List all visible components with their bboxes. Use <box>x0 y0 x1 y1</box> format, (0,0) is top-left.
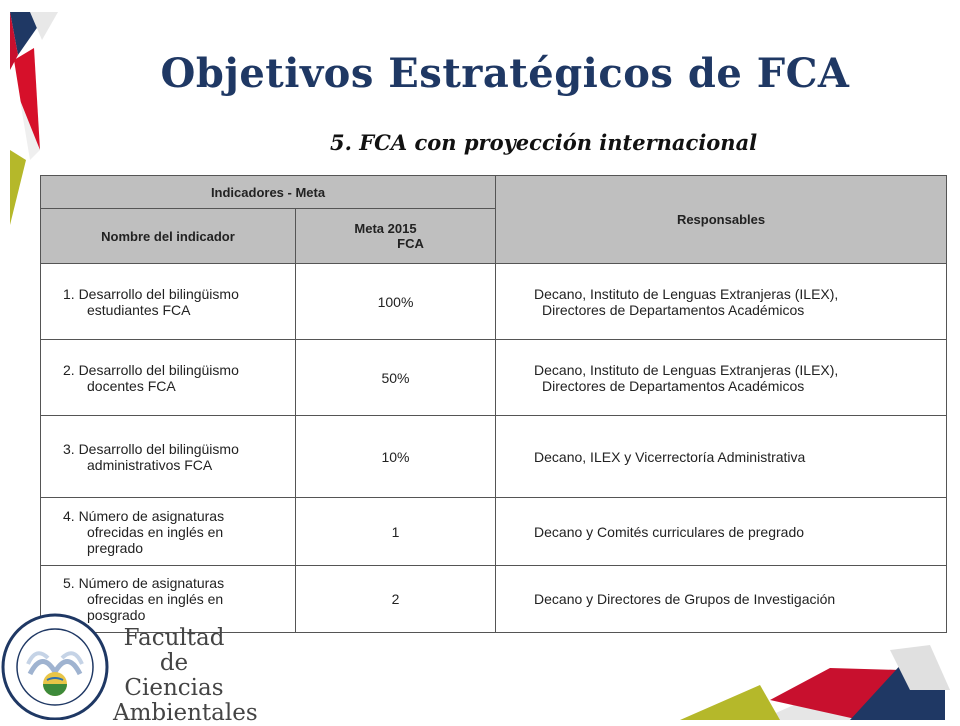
meta-header-line2: FCA <box>397 236 424 251</box>
indicator-text: ofrecidas en inglés en <box>87 523 224 540</box>
responsables-cell: Decano y Directores de Grupos de Investigación <box>496 566 947 633</box>
table-row <box>41 566 947 633</box>
responsables-text: Decano, Instituto de Lenguas Extranjeras (ILEX), <box>534 361 839 378</box>
table-row <box>41 340 947 416</box>
indicator-text: 5. Número de asignaturas <box>63 575 225 591</box>
responsables-cell: Decano, ILEX y Vicerrectoría Administrativa <box>496 416 947 498</box>
indicator-text: ofrecidas en inglés en <box>87 591 224 607</box>
indicator-text: estudiantes FCA <box>87 301 191 318</box>
meta-cell: 10% <box>296 416 496 498</box>
indicator-cell <box>41 498 296 566</box>
table-row <box>41 498 947 566</box>
indicator-text: docentes FCA <box>87 377 176 394</box>
slide-subtitle: 5. FCA con proyección internacional <box>330 130 758 155</box>
indicator-text: administrativos FCA <box>87 456 213 473</box>
responsables-header: Responsables <box>496 176 947 264</box>
slide-title: Objetivos Estratégicos de FCA <box>160 50 850 97</box>
responsables-cell: Decano y Comités curriculares de pregrado <box>496 498 947 566</box>
indicator-cell <box>41 340 296 416</box>
indicator-header: Nombre del indicador <box>41 209 296 264</box>
meta-cell: 1 <box>296 498 496 566</box>
meta-header <box>296 209 496 264</box>
group-header: Indicadores - Meta <box>41 176 496 209</box>
responsables-cell <box>496 264 947 340</box>
indicator-text: 2. Desarrollo del bilingüismo <box>63 361 239 378</box>
responsables-text: Decano, Instituto de Lenguas Extranjeras (ILEX), <box>534 285 839 302</box>
responsables-text: Directores de Departamentos Académicos <box>542 301 805 318</box>
indicator-text: 4. Número de asignaturas <box>63 507 225 524</box>
indicator-text: pregrado <box>87 539 144 556</box>
faculty-seal-logo <box>0 612 110 720</box>
indicators-table <box>40 175 947 633</box>
indicator-text: 3. Desarrollo del bilingüismo <box>63 440 239 457</box>
faculty-name-line: Ambientales <box>113 700 258 726</box>
meta-cell: 50% <box>296 340 496 416</box>
indicator-text: 1. Desarrollo del bilingüismo <box>63 285 239 302</box>
faculty-name <box>113 625 258 726</box>
faculty-name-line: Ciencias <box>124 675 224 701</box>
meta-cell: 100% <box>296 264 496 340</box>
table-row <box>41 416 947 498</box>
responsables-text: Directores de Departamentos Académicos <box>542 377 805 394</box>
meta-cell: 2 <box>296 566 496 633</box>
indicator-cell <box>41 416 296 498</box>
table-row <box>41 264 947 340</box>
responsables-cell <box>496 340 947 416</box>
indicator-cell <box>41 264 296 340</box>
meta-header-line1: Meta 2015 <box>354 221 417 236</box>
faculty-name-line: Facultad de <box>123 625 225 676</box>
indicator-text: posgrado <box>87 607 146 623</box>
